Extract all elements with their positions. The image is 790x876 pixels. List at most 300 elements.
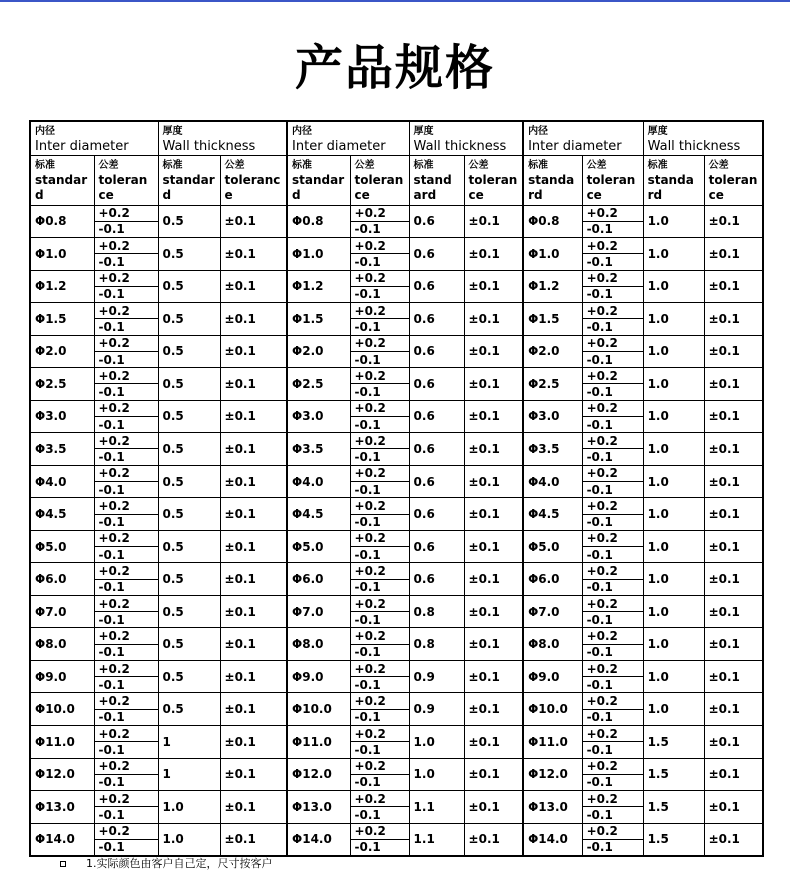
standard-subheader xyxy=(643,155,704,205)
table-row xyxy=(30,270,763,286)
minus-tolerance-cell: -0.1 xyxy=(94,449,158,465)
wall-tolerance-cell: ±0.1 xyxy=(220,660,287,693)
plus-tolerance-cell: +0.2 xyxy=(350,823,409,839)
wall-tolerance-cell: ±0.1 xyxy=(464,791,523,824)
inner-diameter-cell: Φ3.5 xyxy=(287,433,350,466)
inner-diameter-cell: Φ1.2 xyxy=(287,270,350,303)
plus-tolerance-cell: +0.2 xyxy=(94,368,158,384)
wall-tolerance-cell: ±0.1 xyxy=(220,563,287,596)
inner-diameter-cell: Φ6.0 xyxy=(287,563,350,596)
minus-tolerance-cell: -0.1 xyxy=(94,254,158,270)
minus-tolerance-cell: -0.1 xyxy=(350,254,409,270)
header-row-2 xyxy=(30,155,763,205)
plus-tolerance-cell: +0.2 xyxy=(582,595,643,611)
wall-thickness-label-zh: 厚度 xyxy=(647,126,668,137)
wall-standard-cell: 1 xyxy=(158,758,220,791)
minus-tolerance-cell: -0.1 xyxy=(350,742,409,758)
inner-diameter-cell: Φ4.0 xyxy=(287,465,350,498)
wall-standard-cell: 1.0 xyxy=(643,563,704,596)
table-row xyxy=(30,335,763,351)
inner-diameter-cell: Φ2.5 xyxy=(287,368,350,401)
minus-tolerance-cell: -0.1 xyxy=(350,579,409,595)
wall-standard-cell: 1.5 xyxy=(643,823,704,856)
wall-tolerance-cell: ±0.1 xyxy=(464,368,523,401)
minus-tolerance-cell: -0.1 xyxy=(350,416,409,432)
wall-standard-cell: 1.0 xyxy=(643,660,704,693)
tolerance-label-zh: 公差 xyxy=(98,159,119,171)
plus-tolerance-cell: +0.2 xyxy=(94,270,158,286)
wall-standard-cell: 0.5 xyxy=(158,693,220,726)
wall-standard-cell: 0.9 xyxy=(409,693,464,726)
plus-tolerance-cell: +0.2 xyxy=(582,498,643,514)
wall-tolerance-cell: ±0.1 xyxy=(464,205,523,238)
inner-diameter-cell: Φ0.8 xyxy=(287,205,350,238)
inner-diameter-cell: Φ1.2 xyxy=(523,270,582,303)
wall-tolerance-cell: ±0.1 xyxy=(464,660,523,693)
minus-tolerance-cell: -0.1 xyxy=(350,384,409,400)
wall-standard-cell: 0.6 xyxy=(409,303,464,336)
plus-tolerance-cell: +0.2 xyxy=(350,368,409,384)
minus-tolerance-cell: -0.1 xyxy=(582,677,643,693)
wall-standard-cell: 0.5 xyxy=(158,498,220,531)
inner-diameter-cell: Φ11.0 xyxy=(287,726,350,759)
inner-diameter-cell: Φ4.0 xyxy=(30,465,94,498)
inner-diameter-label-en: Inter diameter xyxy=(292,139,386,154)
inner-diameter-cell: Φ1.5 xyxy=(287,303,350,336)
wall-standard-cell: 1.0 xyxy=(643,693,704,726)
wall-tolerance-cell: ±0.1 xyxy=(704,205,763,238)
plus-tolerance-cell: +0.2 xyxy=(94,465,158,481)
minus-tolerance-cell: -0.1 xyxy=(350,514,409,530)
standard-subheader xyxy=(30,155,94,205)
minus-tolerance-cell: -0.1 xyxy=(94,677,158,693)
minus-tolerance-cell: -0.1 xyxy=(350,221,409,237)
plus-tolerance-cell: +0.2 xyxy=(94,530,158,546)
wall-standard-cell: 0.5 xyxy=(158,335,220,368)
wall-thickness-header xyxy=(158,121,287,155)
minus-tolerance-cell: -0.1 xyxy=(582,514,643,530)
table-row xyxy=(30,433,763,449)
wall-standard-cell: 0.6 xyxy=(409,433,464,466)
inner-diameter-cell: Φ12.0 xyxy=(287,758,350,791)
wall-standard-cell: 1.0 xyxy=(643,270,704,303)
minus-tolerance-cell: -0.1 xyxy=(582,384,643,400)
inner-diameter-cell: Φ11.0 xyxy=(523,726,582,759)
inner-diameter-header xyxy=(30,121,158,155)
wall-tolerance-cell: ±0.1 xyxy=(464,238,523,271)
wall-tolerance-cell: ±0.1 xyxy=(464,270,523,303)
plus-tolerance-cell: +0.2 xyxy=(582,823,643,839)
wall-standard-cell: 1.0 xyxy=(643,628,704,661)
minus-tolerance-cell: -0.1 xyxy=(94,514,158,530)
inner-diameter-cell: Φ14.0 xyxy=(287,823,350,856)
plus-tolerance-cell: +0.2 xyxy=(582,368,643,384)
wall-standard-cell: 1.0 xyxy=(643,433,704,466)
wall-standard-cell: 1.0 xyxy=(643,368,704,401)
tolerance-label-zh: 公差 xyxy=(468,159,489,171)
wall-tolerance-cell: ±0.1 xyxy=(704,595,763,628)
plus-tolerance-cell: +0.2 xyxy=(582,758,643,774)
minus-tolerance-cell: -0.1 xyxy=(582,286,643,302)
wall-standard-cell: 1 xyxy=(158,726,220,759)
minus-tolerance-cell: -0.1 xyxy=(350,547,409,563)
plus-tolerance-cell: +0.2 xyxy=(582,563,643,579)
standard-label-en: standard xyxy=(413,172,452,202)
inner-diameter-cell: Φ4.5 xyxy=(287,498,350,531)
minus-tolerance-cell: -0.1 xyxy=(350,677,409,693)
wall-tolerance-cell: ±0.1 xyxy=(220,368,287,401)
minus-tolerance-cell: -0.1 xyxy=(582,254,643,270)
table-row xyxy=(30,791,763,807)
inner-diameter-cell: Φ10.0 xyxy=(287,693,350,726)
wall-standard-cell: 1.0 xyxy=(643,303,704,336)
wall-standard-cell: 0.6 xyxy=(409,205,464,238)
minus-tolerance-cell: -0.1 xyxy=(350,839,409,856)
wall-tolerance-cell: ±0.1 xyxy=(464,563,523,596)
inner-diameter-cell: Φ5.0 xyxy=(523,530,582,563)
table-row xyxy=(30,465,763,481)
wall-standard-cell: 0.5 xyxy=(158,530,220,563)
wall-standard-cell: 0.6 xyxy=(409,563,464,596)
wall-standard-cell: 1.0 xyxy=(643,400,704,433)
inner-diameter-cell: Φ8.0 xyxy=(523,628,582,661)
minus-tolerance-cell: -0.1 xyxy=(350,644,409,660)
standard-label-en: standard xyxy=(647,172,694,202)
plus-tolerance-cell: +0.2 xyxy=(94,660,158,676)
wall-standard-cell: 0.5 xyxy=(158,238,220,271)
wall-standard-cell: 0.5 xyxy=(158,465,220,498)
wall-tolerance-cell: ±0.1 xyxy=(464,595,523,628)
plus-tolerance-cell: +0.2 xyxy=(94,303,158,319)
minus-tolerance-cell: -0.1 xyxy=(582,482,643,498)
wall-tolerance-cell: ±0.1 xyxy=(704,693,763,726)
wall-tolerance-cell: ±0.1 xyxy=(464,823,523,856)
wall-standard-cell: 1.0 xyxy=(643,498,704,531)
wall-standard-cell: 0.6 xyxy=(409,465,464,498)
inner-diameter-cell: Φ0.8 xyxy=(30,205,94,238)
plus-tolerance-cell: +0.2 xyxy=(94,563,158,579)
minus-tolerance-cell: -0.1 xyxy=(94,612,158,628)
plus-tolerance-cell: +0.2 xyxy=(582,660,643,676)
wall-tolerance-cell: ±0.1 xyxy=(220,238,287,271)
table-row xyxy=(30,205,763,221)
minus-tolerance-cell: -0.1 xyxy=(582,644,643,660)
wall-thickness-header xyxy=(643,121,763,155)
footnote xyxy=(60,856,273,872)
inner-diameter-label-zh: 内径 xyxy=(35,126,55,137)
table-row xyxy=(30,823,763,839)
inner-diameter-cell: Φ1.0 xyxy=(287,238,350,271)
wall-tolerance-cell: ±0.1 xyxy=(704,400,763,433)
tolerance-label-zh: 公差 xyxy=(354,159,375,171)
inner-diameter-cell: Φ12.0 xyxy=(30,758,94,791)
plus-tolerance-cell: +0.2 xyxy=(350,498,409,514)
page-title: 产品规格 xyxy=(294,40,495,96)
standard-subheader xyxy=(523,155,582,205)
wall-tolerance-cell: ±0.1 xyxy=(464,465,523,498)
inner-diameter-cell: Φ6.0 xyxy=(523,563,582,596)
minus-tolerance-cell: -0.1 xyxy=(582,807,643,823)
plus-tolerance-cell: +0.2 xyxy=(94,238,158,254)
wall-standard-cell: 0.5 xyxy=(158,563,220,596)
standard-label-zh: 标准 xyxy=(292,159,313,171)
wall-thickness-label-en: Wall thickness xyxy=(647,139,741,154)
minus-tolerance-cell: -0.1 xyxy=(582,839,643,856)
inner-diameter-cell: Φ0.8 xyxy=(523,205,582,238)
plus-tolerance-cell: +0.2 xyxy=(350,238,409,254)
plus-tolerance-cell: +0.2 xyxy=(94,823,158,839)
wall-tolerance-cell: ±0.1 xyxy=(704,823,763,856)
minus-tolerance-cell: -0.1 xyxy=(582,742,643,758)
inner-diameter-cell: Φ1.0 xyxy=(30,238,94,271)
inner-diameter-cell: Φ14.0 xyxy=(523,823,582,856)
plus-tolerance-cell: +0.2 xyxy=(582,433,643,449)
wall-standard-cell: 0.8 xyxy=(409,595,464,628)
wall-standard-cell: 1.0 xyxy=(409,726,464,759)
wall-tolerance-cell: ±0.1 xyxy=(464,726,523,759)
plus-tolerance-cell: +0.2 xyxy=(350,465,409,481)
wall-thickness-label-zh: 厚度 xyxy=(413,126,434,137)
inner-diameter-cell: Φ3.0 xyxy=(30,400,94,433)
wall-tolerance-cell: ±0.1 xyxy=(220,726,287,759)
bullet-icon xyxy=(60,861,66,867)
table-row xyxy=(30,758,763,774)
minus-tolerance-cell: -0.1 xyxy=(350,709,409,725)
plus-tolerance-cell: +0.2 xyxy=(350,270,409,286)
plus-tolerance-cell: +0.2 xyxy=(350,530,409,546)
wall-tolerance-cell: ±0.1 xyxy=(464,530,523,563)
wall-tolerance-cell: ±0.1 xyxy=(220,303,287,336)
wall-tolerance-cell: ±0.1 xyxy=(220,791,287,824)
standard-label-en: standard xyxy=(528,172,575,202)
wall-standard-cell: 1.5 xyxy=(643,791,704,824)
header-row-1 xyxy=(30,121,763,155)
minus-tolerance-cell: -0.1 xyxy=(582,612,643,628)
wall-standard-cell: 1.0 xyxy=(643,530,704,563)
top-accent-rule xyxy=(0,0,790,2)
tolerance-label-en: tolerance xyxy=(586,172,636,202)
minus-tolerance-cell: -0.1 xyxy=(94,709,158,725)
tolerance-label-en: tolerance xyxy=(224,172,281,202)
wall-tolerance-cell: ±0.1 xyxy=(220,433,287,466)
plus-tolerance-cell: +0.2 xyxy=(582,465,643,481)
wall-tolerance-cell: ±0.1 xyxy=(704,758,763,791)
plus-tolerance-cell: +0.2 xyxy=(582,791,643,807)
inner-diameter-cell: Φ7.0 xyxy=(287,595,350,628)
plus-tolerance-cell: +0.2 xyxy=(94,628,158,644)
tolerance-subheader xyxy=(582,155,643,205)
inner-diameter-label-en: Inter diameter xyxy=(35,139,129,154)
inner-diameter-label-zh: 内径 xyxy=(292,126,313,137)
plus-tolerance-cell: +0.2 xyxy=(350,335,409,351)
wall-standard-cell: 1.0 xyxy=(643,335,704,368)
wall-standard-cell: 0.9 xyxy=(409,660,464,693)
wall-standard-cell: 0.5 xyxy=(158,303,220,336)
wall-tolerance-cell: ±0.1 xyxy=(704,335,763,368)
table-row xyxy=(30,238,763,254)
wall-tolerance-cell: ±0.1 xyxy=(464,400,523,433)
plus-tolerance-cell: +0.2 xyxy=(582,530,643,546)
standard-label-en: standard xyxy=(292,172,345,202)
wall-tolerance-cell: ±0.1 xyxy=(220,335,287,368)
minus-tolerance-cell: -0.1 xyxy=(350,482,409,498)
minus-tolerance-cell: -0.1 xyxy=(582,579,643,595)
wall-tolerance-cell: ±0.1 xyxy=(464,335,523,368)
wall-thickness-header xyxy=(409,121,523,155)
minus-tolerance-cell: -0.1 xyxy=(582,709,643,725)
minus-tolerance-cell: -0.1 xyxy=(94,351,158,367)
table-row xyxy=(30,563,763,579)
minus-tolerance-cell: -0.1 xyxy=(350,319,409,335)
wall-standard-cell: 1.0 xyxy=(158,823,220,856)
minus-tolerance-cell: -0.1 xyxy=(582,449,643,465)
tolerance-subheader xyxy=(704,155,763,205)
wall-tolerance-cell: ±0.1 xyxy=(220,270,287,303)
inner-diameter-cell: Φ9.0 xyxy=(30,660,94,693)
inner-diameter-cell: Φ11.0 xyxy=(30,726,94,759)
minus-tolerance-cell: -0.1 xyxy=(350,774,409,790)
minus-tolerance-cell: -0.1 xyxy=(94,547,158,563)
table-row xyxy=(30,530,763,546)
wall-tolerance-cell: ±0.1 xyxy=(464,303,523,336)
inner-diameter-cell: Φ3.5 xyxy=(523,433,582,466)
wall-tolerance-cell: ±0.1 xyxy=(704,563,763,596)
wall-tolerance-cell: ±0.1 xyxy=(704,530,763,563)
plus-tolerance-cell: +0.2 xyxy=(350,628,409,644)
inner-diameter-cell: Φ7.0 xyxy=(523,595,582,628)
inner-diameter-label-en: Inter diameter xyxy=(528,139,622,154)
plus-tolerance-cell: +0.2 xyxy=(582,270,643,286)
minus-tolerance-cell: -0.1 xyxy=(94,807,158,823)
minus-tolerance-cell: -0.1 xyxy=(94,319,158,335)
wall-standard-cell: 0.6 xyxy=(409,498,464,531)
plus-tolerance-cell: +0.2 xyxy=(350,758,409,774)
minus-tolerance-cell: -0.1 xyxy=(350,351,409,367)
minus-tolerance-cell: -0.1 xyxy=(94,384,158,400)
wall-standard-cell: 0.5 xyxy=(158,205,220,238)
standard-subheader xyxy=(158,155,220,205)
inner-diameter-cell: Φ2.0 xyxy=(287,335,350,368)
inner-diameter-cell: Φ13.0 xyxy=(30,791,94,824)
minus-tolerance-cell: -0.1 xyxy=(350,807,409,823)
inner-diameter-cell: Φ9.0 xyxy=(523,660,582,693)
inner-diameter-cell: Φ10.0 xyxy=(523,693,582,726)
wall-tolerance-cell: ±0.1 xyxy=(704,660,763,693)
inner-diameter-cell: Φ2.5 xyxy=(30,368,94,401)
table-row xyxy=(30,400,763,416)
wall-tolerance-cell: ±0.1 xyxy=(704,238,763,271)
wall-standard-cell: 1.0 xyxy=(643,238,704,271)
spec-table xyxy=(29,120,764,857)
tolerance-label-en: tolerance xyxy=(708,172,758,202)
minus-tolerance-cell: -0.1 xyxy=(350,612,409,628)
inner-diameter-cell: Φ5.0 xyxy=(30,530,94,563)
plus-tolerance-cell: +0.2 xyxy=(94,693,158,709)
table-row xyxy=(30,660,763,676)
plus-tolerance-cell: +0.2 xyxy=(582,335,643,351)
plus-tolerance-cell: +0.2 xyxy=(582,205,643,221)
inner-diameter-header xyxy=(523,121,643,155)
standard-label-zh: 标准 xyxy=(413,159,434,171)
wall-standard-cell: 0.5 xyxy=(158,628,220,661)
standard-subheader xyxy=(287,155,350,205)
inner-diameter-cell: Φ13.0 xyxy=(523,791,582,824)
inner-diameter-cell: Φ2.5 xyxy=(523,368,582,401)
plus-tolerance-cell: +0.2 xyxy=(94,498,158,514)
inner-diameter-cell: Φ4.5 xyxy=(523,498,582,531)
wall-tolerance-cell: ±0.1 xyxy=(220,758,287,791)
wall-tolerance-cell: ±0.1 xyxy=(220,595,287,628)
plus-tolerance-cell: +0.2 xyxy=(350,726,409,742)
wall-standard-cell: 1.0 xyxy=(643,205,704,238)
wall-standard-cell: 0.5 xyxy=(158,270,220,303)
wall-tolerance-cell: ±0.1 xyxy=(704,433,763,466)
tolerance-label-en: tolerance xyxy=(98,172,148,202)
plus-tolerance-cell: +0.2 xyxy=(350,595,409,611)
table-row xyxy=(30,303,763,319)
minus-tolerance-cell: -0.1 xyxy=(350,286,409,302)
minus-tolerance-cell: -0.1 xyxy=(94,416,158,432)
wall-tolerance-cell: ±0.1 xyxy=(220,498,287,531)
wall-tolerance-cell: ±0.1 xyxy=(464,498,523,531)
wall-tolerance-cell: ±0.1 xyxy=(704,498,763,531)
wall-standard-cell: 1.0 xyxy=(643,465,704,498)
wall-tolerance-cell: ±0.1 xyxy=(464,433,523,466)
inner-diameter-cell: Φ13.0 xyxy=(287,791,350,824)
wall-tolerance-cell: ±0.1 xyxy=(704,791,763,824)
plus-tolerance-cell: +0.2 xyxy=(582,628,643,644)
inner-diameter-cell: Φ1.2 xyxy=(30,270,94,303)
wall-standard-cell: 0.6 xyxy=(409,368,464,401)
wall-thickness-label-en: Wall thickness xyxy=(413,139,507,154)
wall-tolerance-cell: ±0.1 xyxy=(464,628,523,661)
minus-tolerance-cell: -0.1 xyxy=(94,839,158,856)
wall-tolerance-cell: ±0.1 xyxy=(220,693,287,726)
inner-diameter-cell: Φ1.0 xyxy=(523,238,582,271)
wall-standard-cell: 1.0 xyxy=(158,791,220,824)
wall-standard-cell: 0.6 xyxy=(409,270,464,303)
minus-tolerance-cell: -0.1 xyxy=(350,449,409,465)
tolerance-label-en: tolerance xyxy=(468,172,518,202)
minus-tolerance-cell: -0.1 xyxy=(582,547,643,563)
plus-tolerance-cell: +0.2 xyxy=(582,726,643,742)
inner-diameter-label-zh: 内径 xyxy=(528,126,549,137)
plus-tolerance-cell: +0.2 xyxy=(94,595,158,611)
wall-standard-cell: 0.5 xyxy=(158,433,220,466)
wall-tolerance-cell: ±0.1 xyxy=(464,693,523,726)
minus-tolerance-cell: -0.1 xyxy=(582,221,643,237)
inner-diameter-cell: Φ4.5 xyxy=(30,498,94,531)
wall-tolerance-cell: ±0.1 xyxy=(220,823,287,856)
wall-tolerance-cell: ±0.1 xyxy=(220,465,287,498)
standard-label-zh: 标准 xyxy=(35,159,55,171)
plus-tolerance-cell: +0.2 xyxy=(350,660,409,676)
table-row xyxy=(30,693,763,709)
inner-diameter-cell: Φ8.0 xyxy=(30,628,94,661)
plus-tolerance-cell: +0.2 xyxy=(582,238,643,254)
wall-standard-cell: 0.5 xyxy=(158,595,220,628)
table-row xyxy=(30,726,763,742)
wall-tolerance-cell: ±0.1 xyxy=(704,726,763,759)
plus-tolerance-cell: +0.2 xyxy=(350,303,409,319)
wall-standard-cell: 0.5 xyxy=(158,368,220,401)
standard-label-zh: 标准 xyxy=(647,159,668,171)
minus-tolerance-cell: -0.1 xyxy=(582,774,643,790)
wall-tolerance-cell: ±0.1 xyxy=(704,368,763,401)
wall-thickness-label-en: Wall thickness xyxy=(162,139,256,154)
minus-tolerance-cell: -0.1 xyxy=(582,351,643,367)
wall-standard-cell: 0.6 xyxy=(409,400,464,433)
